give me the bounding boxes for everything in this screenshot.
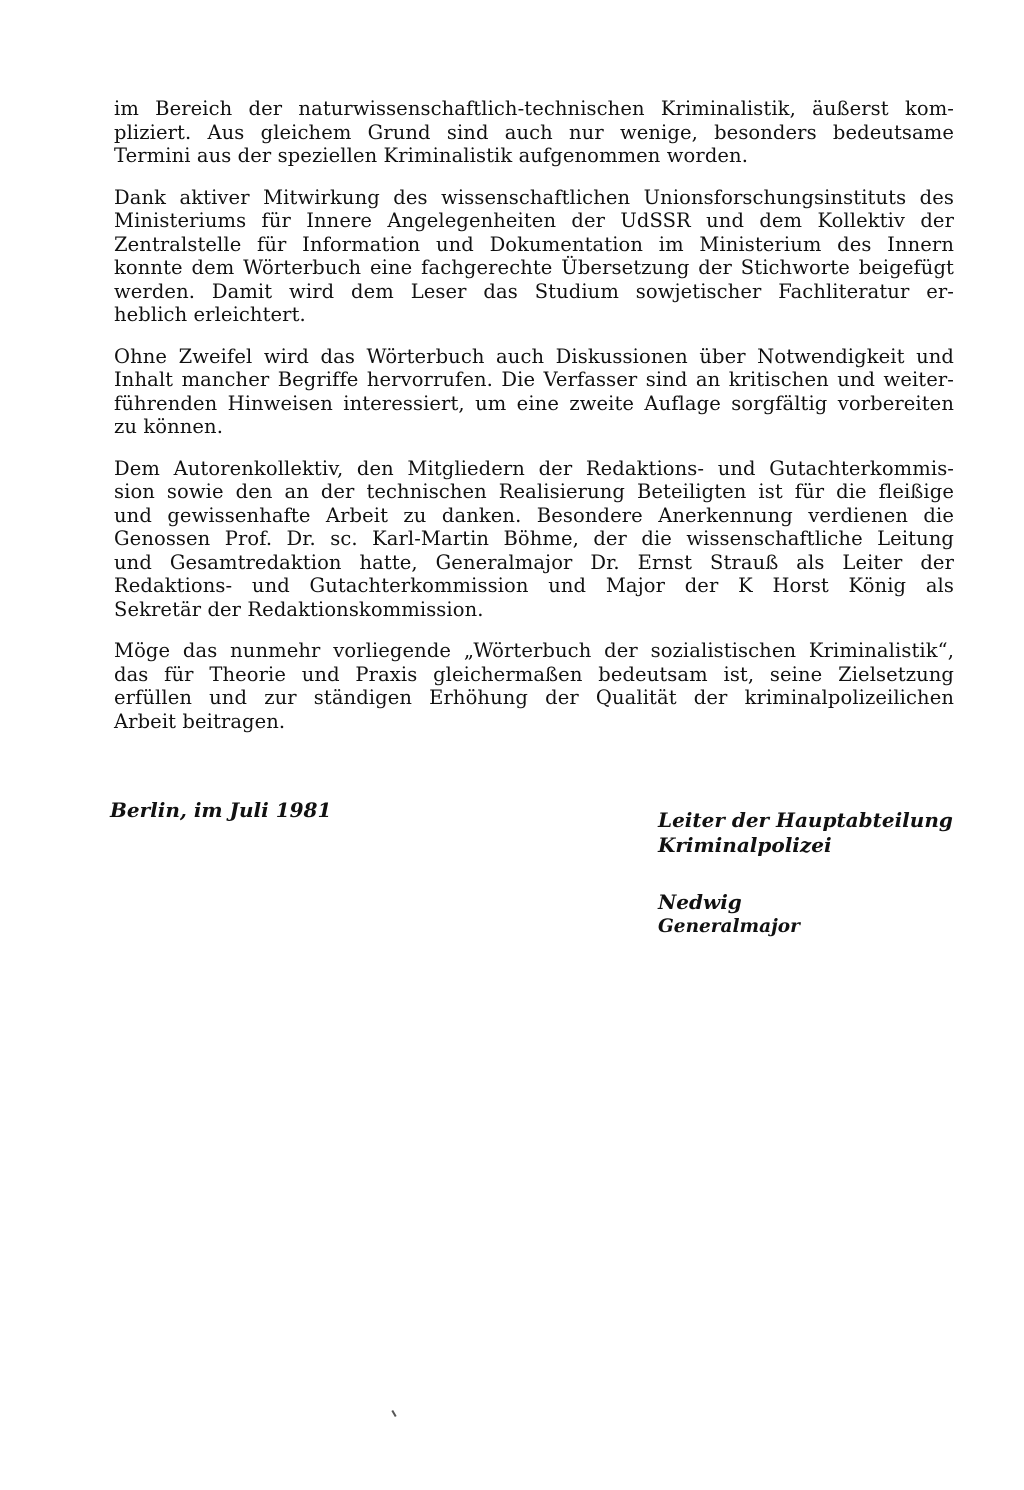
paragraph-3 — [114, 345, 954, 439]
text-line: Dank aktiver Mitwirkung des wissenschaftlichen Unionsforschungsinstituts des — [114, 185, 954, 209]
text-line: Arbeit beitragen. — [114, 709, 286, 733]
text-line: heblich erleichtert. — [114, 303, 306, 326]
body-text — [114, 97, 954, 751]
signatory-title-line-2: Kriminalpolizei — [658, 833, 832, 857]
signatory-title-line-1: Leiter der Hauptabteilung — [658, 808, 953, 832]
text-line: pliziert. Aus gleichem Grund sind auch nur wenige, besonders bedeutsame — [114, 120, 954, 144]
text-line: das für Theorie und Praxis gleichermaßen bedeutsam ist, seine Zielsetzung — [114, 662, 954, 686]
text-line: führenden Hinweisen interessiert, um eine zweite Auflage sorgfältig vorbereiten — [114, 391, 954, 415]
text-line: Redaktions- und Gutachterkommission und Major der K Horst König als — [114, 574, 954, 597]
text-line: erfüllen und zur ständigen Erhöhung der Qualität der kriminalpolizeilichen — [114, 686, 954, 709]
text-line: konnte dem Wörterbuch eine fachgerechte Übersetzung der Stichworte beigefügt — [114, 256, 954, 279]
scan-speck — [391, 1410, 396, 1417]
paragraph-2 — [114, 186, 954, 327]
text-line: Zentralstelle für Information und Dokumentation im Ministerium des Innern — [114, 232, 954, 256]
signatory-name: Nedwig — [658, 890, 742, 914]
text-line: werden. Damit wird dem Leser das Studium sowjetischer Fachliteratur er- — [114, 279, 954, 303]
paragraph-4 — [114, 457, 954, 622]
signatory-rank: Generalmajor — [658, 916, 800, 937]
paragraph-1 — [114, 97, 954, 168]
text-line: Inhalt mancher Begriffe hervorrufen. Die Verfasser sind an kritischen und weiter- — [114, 368, 954, 391]
text-line: und Gesamtredaktion hatte, Generalmajor Dr. Ernst Strauß als Leiter der — [114, 550, 954, 574]
text-line: und gewissenhafte Arbeit zu danken. Besondere Anerkennung verdienen die — [114, 503, 954, 527]
text-line: zu können. — [114, 415, 224, 438]
paragraph-5 — [114, 639, 954, 733]
text-line: Genossen Prof. Dr. sc. Karl-Martin Böhme, der die wissenschaftliche Leitung — [114, 527, 954, 550]
text-line: Sekretär der Redaktionskommission. — [114, 597, 484, 621]
text-line: sion sowie den an der technischen Realisierung Beteiligten ist für die fleißige — [114, 480, 954, 503]
text-line: Möge das nunmehr vorliegende „Wörterbuch der sozialistischen Kriminalistik“, — [114, 639, 954, 662]
text-line: Dem Autorenkollektiv, den Mitgliedern der Redaktions- und Gutachterkommis- — [114, 456, 954, 480]
text-line: Ohne Zweifel wird das Wörterbuch auch Diskussionen über Notwendigkeit und — [114, 344, 954, 368]
text-line: Ministeriums für Innere Angelegenheiten der UdSSR und dem Kollektiv der — [114, 209, 954, 232]
signature-block — [658, 808, 958, 939]
text-line: im Bereich der naturwissenschaftlich-technischen Kriminalistik, äußerst kom- — [114, 97, 954, 120]
text-line: Termini aus der speziellen Kriminalistik aufgenommen worden. — [114, 144, 748, 167]
place-date: Berlin, im Juli 1981 — [110, 798, 332, 822]
